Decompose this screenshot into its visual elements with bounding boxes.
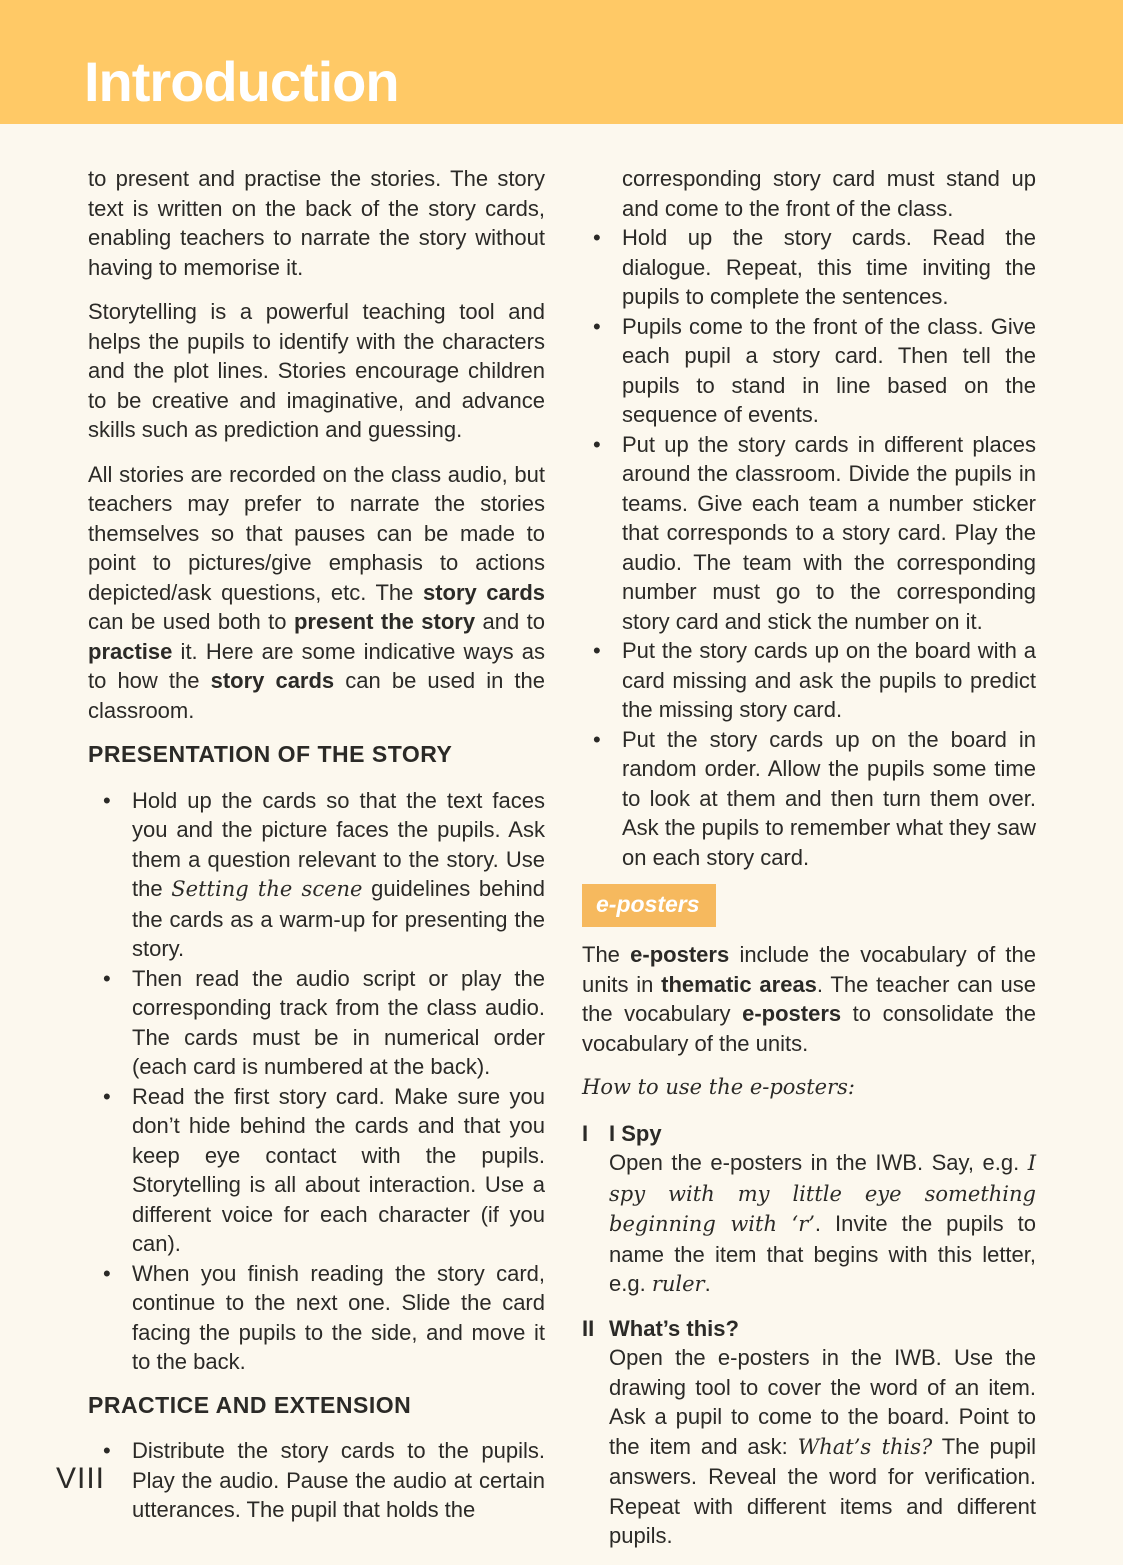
numbered-item-body (609, 1119, 1036, 1300)
text-run: . (704, 1271, 711, 1296)
section-heading: PRACTICE AND EXTENSION (88, 1391, 412, 1418)
paragraph (88, 164, 545, 282)
bullet-list (88, 786, 545, 1377)
numbered-list (582, 1119, 1036, 1551)
bullet-icon: • (103, 787, 111, 813)
text-run: practise (88, 638, 173, 664)
text-run: Put the story cards up on the board in random order. Allow the pupils some time to look at them and then turn them over. Ask the pupils to remember what they saw on each story card. (622, 726, 1036, 870)
paragraph (582, 1073, 1036, 1103)
text-run: ruler (651, 1272, 705, 1296)
text-run: can be used in the classroom. (88, 668, 545, 723)
bullet-item (582, 312, 1036, 430)
text-run: The (582, 942, 631, 967)
text-run: corresponding story card must stand up and come to the front of the class. (622, 166, 1036, 221)
bullet-icon: • (593, 638, 601, 663)
text-run: I spy with my little eye something beginning with ‘r’ (609, 1151, 1036, 1236)
text-run: How to use the e-posters: (582, 1075, 855, 1099)
numbered-item-title: What’s this? (609, 1315, 739, 1341)
bullet-item (88, 786, 545, 964)
bullet-icon: • (103, 1438, 111, 1463)
text-run: can be used both to (88, 609, 294, 634)
text-run: All stories are recorded on the class audio, but teachers may prefer to narrate the stories themselves so that pauses can be made to point to pictures/give emphasis to actions depicted/ask questions, etc. The (88, 461, 545, 605)
bullet-item (88, 1082, 545, 1259)
text-run: What’s this? (797, 1434, 933, 1459)
paragraph (582, 940, 1036, 1058)
bullet-continuation-text (582, 164, 1036, 223)
text-run: The pupil answers. Reveal the word for verification. Repeat with different items and different pupils. (609, 1433, 1036, 1548)
bullet-icon: • (593, 431, 601, 457)
item-numeral: II (582, 1315, 595, 1341)
bullet-icon: • (593, 313, 601, 339)
text-run: Open the e-posters in the IWB. Use the drawing tool to cover the word of an item. Ask a pupil to come to the board. Point to the item and ask: (609, 1345, 1036, 1459)
paragraph (88, 460, 545, 726)
bullet-item (582, 725, 1036, 873)
numbered-item-body (609, 1314, 1036, 1551)
text-run: story cards (210, 668, 335, 693)
numbered-item (582, 1314, 1036, 1551)
text-run: Hold up the story cards. Read the dialogue. Repeat, this time inviting the pupils to complete the sentences. (622, 225, 1036, 309)
text-run: to present and practise the stories. The story text is written on the back of the story cards, enabling teachers to narrate the story without having to memorise it. (88, 166, 545, 280)
right-column (582, 164, 1036, 1565)
text-run: Put the story cards up on the board with a card missing and ask the pupils to predict the missing story card. (622, 638, 1036, 722)
bullet-list (88, 1436, 545, 1525)
text-run: e-posters (630, 942, 730, 967)
text-run: Put up the story cards in different places around the classroom. Divide the pupils in teams. Give each team a number sticker that corresponds to a story card. Play the audio. The team with the corresponding number must go to the corresponding story card and stick the number on it. (622, 431, 1036, 634)
bullet-list (582, 223, 1036, 872)
text-run: . The teacher can use the vocabulary (582, 971, 1036, 1026)
text-run: Distribute the story cards to the pupils. Play the audio. Pause the audio at certain utterances. The pupil that holds the (132, 1438, 545, 1522)
paragraph (88, 297, 545, 445)
page-number: VIII (56, 1462, 106, 1495)
bullet-item (88, 964, 545, 1082)
text-run: e-posters (742, 1001, 842, 1026)
text-run: story cards (422, 579, 545, 605)
text-run: When you finish reading the story card, continue to the next one. Slide the card facing the pupils to the side, and move it to the back. (132, 1260, 545, 1374)
bullet-item (582, 636, 1036, 725)
text-run: and to (475, 609, 546, 634)
item-numeral: I (582, 1120, 589, 1146)
text-run: Hold up the cards so that the text faces you and the picture faces the pupils. Ask them a question relevant to the story. Use the (132, 787, 545, 901)
bullet-item (88, 1436, 545, 1525)
text-run: to consolidate the vocabulary of the units. (582, 1001, 1036, 1056)
page-title: Introduction (84, 50, 399, 113)
left-column (88, 164, 545, 1531)
text-run: guidelines behind the cards as a warm-up for presenting the story. (132, 876, 545, 961)
text-run: include the vocabulary of the units in (582, 942, 1036, 997)
text-run: Then read the audio script or play the corresponding track from the class audio. The cards must be in numerical order (each card is numbered at the back). (132, 965, 545, 1079)
section-heading: PRESENTATION OF THE STORY (88, 741, 453, 767)
text-run: thematic areas (661, 971, 817, 997)
bullet-item (582, 430, 1036, 637)
numbered-item (582, 1119, 1036, 1300)
numbered-item-title: I Spy (609, 1120, 662, 1146)
text-run: Storytelling is a powerful teaching tool and helps the pupils to identify with the characters and the plot lines. Stories encourage children to be creative and imaginative, and advance skills such as prediction and guessing. (88, 299, 545, 442)
page-header-banner (0, 0, 1123, 124)
bullet-icon: • (103, 1083, 111, 1109)
text-run: Read the first story card. Make sure you don’t hide behind the cards and that you keep eye contact with the pupils. Storytelling is all about interaction. Use a different voice for each character (if you can). (132, 1083, 545, 1256)
e-posters-badge: e-posters (582, 884, 716, 927)
text-run: . Invite the pupils to name the item that begins with this letter, e.g. (609, 1211, 1036, 1296)
text-run: Open the e-posters in the IWB. Say, e.g. (609, 1150, 1028, 1175)
bullet-item (582, 223, 1036, 312)
bullet-item (88, 1259, 545, 1377)
numbered-item-text (609, 1148, 1036, 1300)
bullet-icon: • (103, 1260, 111, 1286)
text-run: Pupils come to the front of the class. Give each pupil a story card. Then tell the pupils to stand in line based on the sequence of events. (622, 313, 1036, 427)
numbered-item-text (609, 1343, 1036, 1551)
text-run: Setting the scene (171, 877, 363, 901)
bullet-icon: • (593, 225, 601, 250)
bullet-icon: • (593, 726, 601, 752)
bullet-icon: • (103, 965, 111, 991)
text-run: it. Here are some indicative ways as to how the (88, 638, 545, 693)
text-run: present the story (293, 609, 476, 634)
